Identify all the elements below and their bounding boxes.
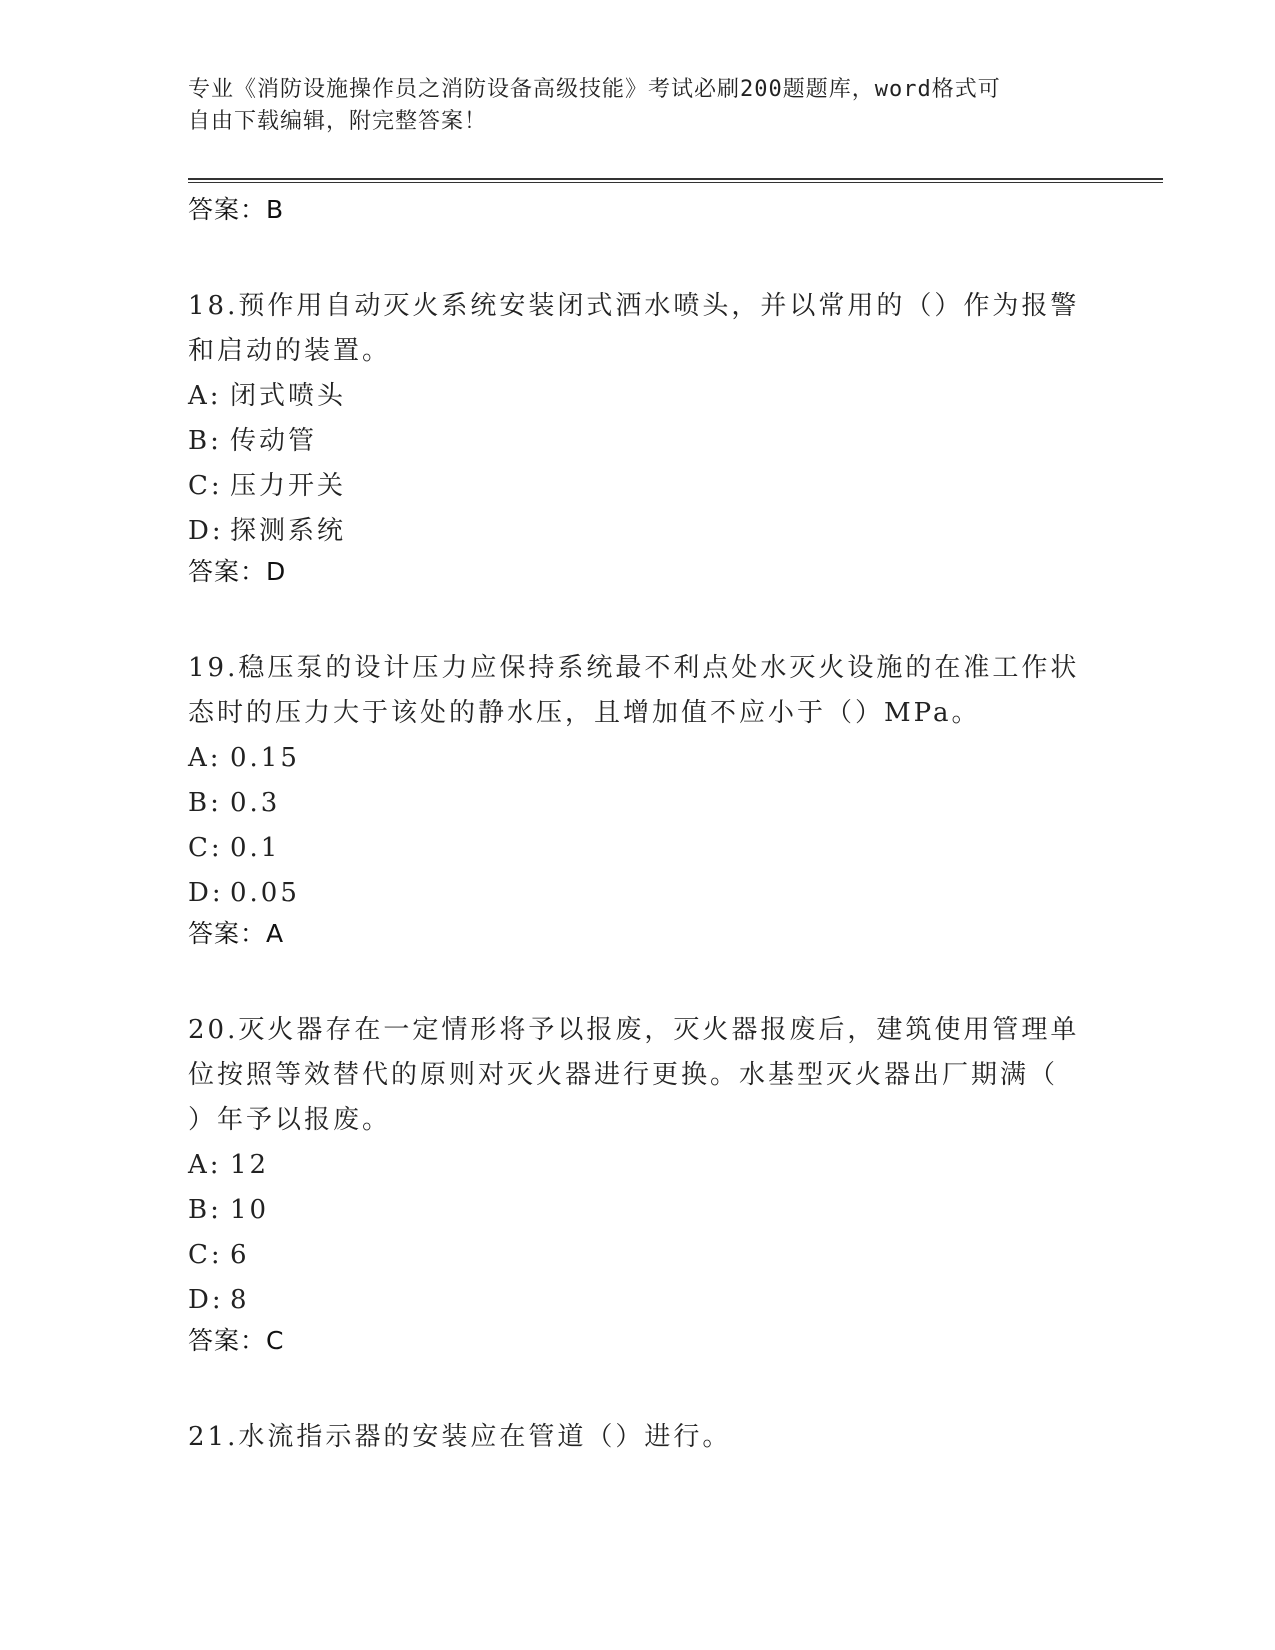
option-item (188, 464, 1088, 509)
option-item (188, 736, 1088, 781)
option-value: 闭式喷头 (230, 381, 347, 411)
question-text-line: 20.灭火器存在一定情形将予以报废，灭火器报废后，建筑使用管理单 (188, 1015, 1080, 1045)
question-text-line: ）年予以报废。 (188, 1105, 392, 1135)
option-key: B: (188, 1195, 222, 1225)
option-key: B: (188, 426, 222, 456)
question-text-line: 21.水流指示器的安装应在管道（）进行。 (188, 1422, 732, 1452)
option-key: A: (188, 381, 222, 411)
answer-line: 答案：D (188, 557, 287, 586)
option-key: C: (188, 471, 223, 501)
option-item (188, 1233, 1088, 1278)
option-value: 10 (230, 1195, 270, 1225)
option-key: D: (188, 516, 224, 546)
option-key: D: (188, 1285, 224, 1315)
option-key: C: (188, 1240, 223, 1270)
question-list (188, 192, 1088, 1460)
question-block (188, 646, 1088, 952)
header-line-1: 专业《消防设施操作员之消防设备高级技能》考试必刷200题题库，word格式可 (188, 77, 1001, 102)
option-item (188, 419, 1088, 464)
question-text-line: 19.稳压泵的设计压力应保持系统最不利点处水灭火设施的在准工作状 (188, 653, 1080, 683)
option-value: 8 (230, 1285, 250, 1315)
option-item (188, 781, 1088, 826)
option-item (188, 374, 1088, 419)
answer-line: 答案：A (188, 919, 285, 948)
question-text-line: 18.预作用自动灭火系统安装闭式洒水喷头，并以常用的（）作为报警 (188, 291, 1080, 321)
option-key: A: (188, 743, 222, 773)
option-value: 0.3 (230, 788, 281, 818)
option-value: 探测系统 (230, 516, 347, 546)
question-block (188, 284, 1088, 590)
question-block (188, 1415, 1088, 1460)
option-value: 传动管 (230, 426, 318, 456)
option-item (188, 1278, 1088, 1323)
option-key: C: (188, 833, 223, 863)
option-value: 12 (230, 1150, 270, 1180)
question-block (188, 1008, 1088, 1359)
option-value: 0.1 (230, 833, 281, 863)
option-item (188, 826, 1088, 871)
header-line-2: 自由下载编辑，附完整答案！ (188, 109, 488, 134)
option-item (188, 1143, 1088, 1188)
option-value: 0.05 (230, 878, 300, 908)
option-key: A: (188, 1150, 222, 1180)
header-divider (188, 178, 1163, 183)
question-text-line: 和启动的装置。 (188, 336, 392, 366)
question-text-line: 位按照等效替代的原则对灭火器进行更换。水基型灭火器出厂期满（ (188, 1060, 1059, 1090)
option-key: B: (188, 788, 222, 818)
answer-line: 答案：C (188, 1326, 285, 1355)
option-item (188, 1188, 1088, 1233)
option-value: 6 (230, 1240, 250, 1270)
answer-line: 答案：B (188, 195, 285, 224)
option-value: 压力开关 (230, 471, 347, 501)
option-key: D: (188, 878, 224, 908)
question-text-line: 态时的压力大于该处的静水压，且增加值不应小于（）MPa。 (188, 698, 981, 728)
option-item (188, 509, 1088, 554)
option-value: 0.15 (230, 743, 300, 773)
option-item (188, 871, 1088, 916)
document-header (188, 74, 1068, 138)
